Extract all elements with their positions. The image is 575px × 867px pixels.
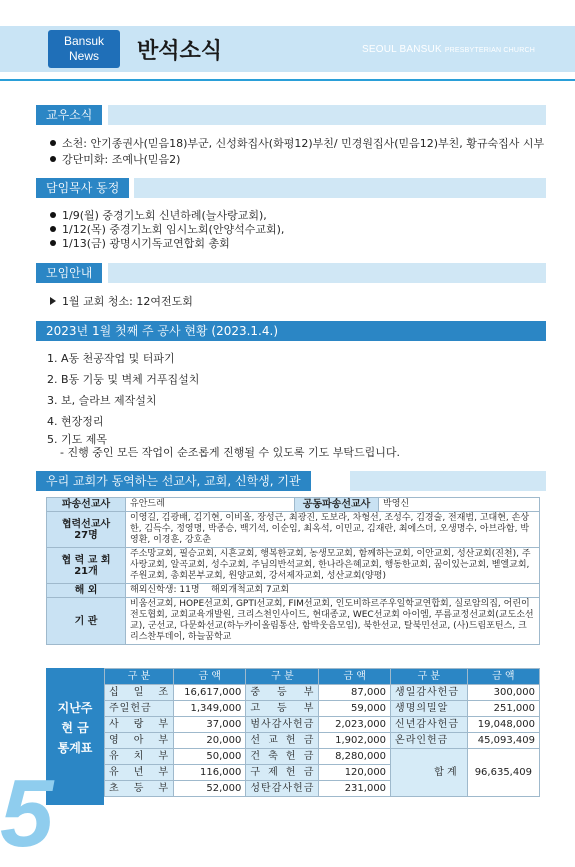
category-cell: 주일헌금 (105, 701, 174, 717)
pastor-item (50, 209, 267, 223)
section-label: 교우소식 (36, 105, 102, 125)
amount-cell: 20,000 (174, 733, 246, 749)
table-header-row (105, 669, 540, 685)
table-row (47, 584, 540, 598)
total-label: 합 계 (434, 767, 457, 778)
category-cell: 범사감사헌금 (246, 717, 319, 733)
category-cell: 성탄감사헌금 (246, 781, 319, 797)
table-cell: 유안드레 (126, 498, 295, 512)
total-amount-cell: 96,635,409 (467, 749, 539, 797)
table-header-cell: 기 관 (47, 598, 126, 645)
category-cell: 생일감사헌금 (391, 685, 468, 701)
table-header-cell (47, 512, 126, 548)
category-cell: 건 축 헌 금 (246, 749, 319, 765)
table-header-cell (47, 548, 126, 584)
amount-cell: 19,048,000 (467, 717, 539, 733)
column-header: 구 분 (246, 669, 319, 685)
table-row (105, 733, 540, 749)
header-count: 27명 (74, 529, 98, 541)
amount-cell: 50,000 (174, 749, 246, 765)
news-item (50, 137, 544, 151)
bullet-dot-icon (50, 240, 56, 246)
amount-cell: 45,093,409 (467, 733, 539, 749)
amount-cell: 1,349,000 (174, 701, 246, 717)
amount-cell: 59,000 (319, 701, 391, 717)
bullet-dot-icon (50, 140, 56, 146)
category-cell: 선 교 헌 금 (246, 733, 319, 749)
missions-table (46, 497, 540, 645)
construction-item: 4. 현장정리 (47, 415, 104, 428)
table-row (47, 598, 540, 645)
section-header-missions (36, 471, 546, 491)
amount-cell: 116,000 (174, 765, 246, 781)
pastor-text: 1/9(월) 중경기노회 신년하례(늘사랑교회), (62, 209, 267, 222)
category-cell: 온라인헌금 (391, 733, 468, 749)
news-text: 강단미화: 조예나(믿음2) (62, 153, 181, 166)
page-title: 반석소식 (137, 39, 223, 64)
page-number: 5 (0, 760, 54, 867)
section-label: 2023년 1월 첫째 주 공사 현황 (2023.1.4.) (46, 324, 279, 338)
construction-item: 3. 보, 슬라브 제작설치 (47, 394, 157, 407)
church-name-main: SEOUL BANSUK (362, 44, 445, 55)
section-header-meeting (36, 263, 546, 283)
church-name-sub: PRESBYTERIAN CHURCH (444, 47, 535, 54)
category-cell: 사 랑 부 (105, 717, 174, 733)
header-count: 21개 (74, 565, 98, 577)
bullet-dot-icon (50, 156, 56, 162)
column-header: 구 분 (105, 669, 174, 685)
section-header-news (36, 105, 546, 125)
category-cell: 중 등 부 (246, 685, 319, 701)
meeting-item (50, 295, 193, 309)
table-row (105, 749, 540, 765)
meeting-text: 1월 교회 청소: 12여전도회 (62, 295, 193, 308)
stats-label-line: 통계표 (57, 741, 93, 755)
amount-cell: 8,280,000 (319, 749, 391, 765)
amount-cell: 16,617,000 (174, 685, 246, 701)
amount-cell: 2,023,000 (319, 717, 391, 733)
amount-cell: 52,000 (174, 781, 246, 797)
category-cell: 초 등 부 (105, 781, 174, 797)
stats-label-line: 지난주 (57, 701, 93, 715)
category-cell: 고 등 부 (246, 701, 319, 717)
triangle-bullet-icon (50, 297, 56, 305)
amount-cell: 87,000 (319, 685, 391, 701)
table-cell: 이영길, 김광배, 김기현, 이비올, 장성근, 최광진, 도보라, 차형선, 조성수, 김경술, 전재범, 고대현, 손상한, 김득수, 정영명, 박종승, 백기석, 이순임, 최옥석, 이민교, 김재란, 최에스더, 오생명수, 아브라함, 박영환, 이경훈, 강호춘 (126, 512, 540, 548)
table-header-cell: 해 외 (47, 584, 126, 598)
construction-item: 5. 기도 제목 (47, 433, 107, 446)
section-band (350, 471, 546, 491)
construction-note: - 진행 중인 모든 작업이 순조롭게 진행될 수 있도록 기도 부탁드립니다. (60, 446, 400, 459)
column-header: 금 액 (467, 669, 539, 685)
badge-line2: News (68, 49, 99, 63)
amount-cell: 37,000 (174, 717, 246, 733)
category-cell: 십 일 조 (105, 685, 174, 701)
stats-label-line: 현 금 (61, 721, 89, 735)
table-cell: 비움선교회, HOPE선교회, GPTI선교회, FIM선교회, 인도비하르주우일학교연합회, 실로암의집, 어린이전도협회, 교회교육개발원, 크리스천인사이드, 현대종교, WEC선교회 아이엠, 푸름교정선교회(교도소선교), 군선교, 다문화선교(하누카이올림통산, 함박웃음모임), 북한선교, 탈북민선교, (사)드림포틴스, 크리스찬투데이, 하늘꿈학교 (126, 598, 540, 645)
offering-stats-table (104, 668, 540, 797)
table-cell: 주소망교회, 필승교회, 시흔교회, 행복한교회, 농생모교회, 함께하는교회, 이안교회, 성산교회(진천), 주사랑교회, 알곡교회, 성수교회, 주님의반석교회, 한나라은혜교회, 행동한교회, 꿈이있는교회, 벧엘교회, 주원교회, 총회본부교회, 원양교회, 강서제자교회, 성산교회(양평) (126, 548, 540, 584)
pastor-item (50, 237, 230, 251)
total-label-cell (391, 749, 468, 797)
masthead-rule (0, 79, 575, 81)
bullet-dot-icon (50, 226, 56, 232)
section-label: 우리 교회가 동역하는 선교사, 교회, 신학생, 기관 (36, 471, 311, 491)
section-label: 담임목사 동정 (36, 178, 129, 198)
news-item (50, 153, 180, 167)
pastor-text: 1/12(목) 중경기노회 임시노회(안양석수교회), (62, 223, 285, 236)
table-cell: 해외신학생: 11명 해외개척교회 7교회 (126, 584, 540, 598)
header-text: 협력선교사 (61, 518, 111, 530)
amount-cell: 231,000 (319, 781, 391, 797)
amount-cell: 1,902,000 (319, 733, 391, 749)
table-header-cell: 공동파송선교사 (295, 498, 379, 512)
table-header-cell: 파송선교사 (47, 498, 126, 512)
table-row (105, 685, 540, 701)
table-row (47, 498, 540, 512)
column-header: 금 액 (319, 669, 391, 685)
table-cell: 박영신 (379, 498, 540, 512)
amount-cell: 300,000 (467, 685, 539, 701)
table-row (105, 701, 540, 717)
section-band (108, 105, 546, 125)
section-band (108, 263, 546, 283)
badge-line1: Bansuk (63, 34, 105, 48)
category-cell: 유 년 부 (105, 765, 174, 781)
column-header: 구 분 (391, 669, 468, 685)
section-header-pastor (36, 178, 546, 198)
amount-cell: 120,000 (319, 765, 391, 781)
construction-item: 1. A동 천공작업 및 터파기 (47, 352, 175, 365)
category-cell: 영 아 부 (105, 733, 174, 749)
news-badge (48, 30, 120, 68)
stats-label (46, 668, 104, 805)
construction-item: 2. B동 기둥 및 벽체 거푸집설치 (47, 373, 200, 386)
category-cell: 신년감사헌금 (391, 717, 468, 733)
pastor-item (50, 223, 284, 237)
table-row (47, 512, 540, 548)
church-name (362, 44, 535, 55)
column-header: 금 액 (174, 669, 246, 685)
section-label: 모임안내 (36, 263, 102, 283)
header-text: 협 력 교 회 (61, 554, 111, 566)
category-cell: 생명의밀알 (391, 701, 468, 717)
pastor-text: 1/13(금) 광명시기독교연합회 총회 (62, 237, 230, 250)
amount-cell: 251,000 (467, 701, 539, 717)
category-cell: 구 제 헌 금 (246, 765, 319, 781)
section-band (134, 178, 546, 198)
section-header-construction (36, 321, 546, 341)
table-row (105, 717, 540, 733)
news-text: 소천: 안기종권사(믿음18)부군, 신성화집사(화평12)부친/ 민경원집사(믿음12)부친, 황규숙집사 시부 (62, 137, 545, 150)
table-row (47, 548, 540, 584)
bullet-dot-icon (50, 212, 56, 218)
category-cell: 유 치 부 (105, 749, 174, 765)
